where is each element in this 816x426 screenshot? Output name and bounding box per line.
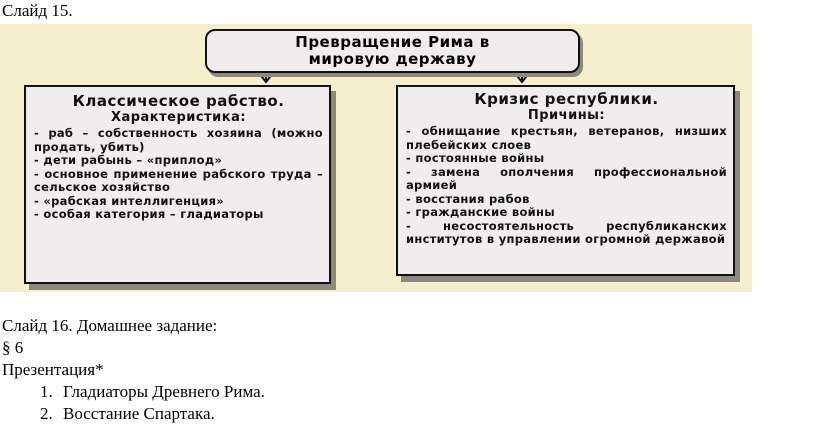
panel-title: Кризис республики.: [474, 90, 659, 108]
list-item: - «рабская интеллигенция»: [34, 193, 225, 208]
classical-slavery-panel: [24, 85, 331, 284]
list-item: - восстания рабов: [406, 191, 530, 206]
list-item: - замена ополчения профессиональной армией: [406, 164, 727, 192]
republic-crisis-panel: [396, 85, 735, 276]
panel-subtitle: Причины:: [527, 108, 606, 123]
top-box-line-1: Превращение Рима в: [295, 33, 490, 51]
list-item: - особая категория – гладиаторы: [34, 207, 264, 221]
diagram-top-box: [205, 29, 580, 73]
list-item: 2. Восстание Спартака.: [57, 403, 265, 425]
list-item: - обнищание крестьян, ветеранов, низших плебейских слоев: [406, 124, 727, 152]
list-item: - гражданские войны: [406, 205, 555, 219]
slide-15-title: Слайд 15.: [2, 1, 73, 20]
presentation-label: Презентация*: [2, 360, 104, 379]
homework-paragraph: § 6: [2, 338, 24, 357]
homework-title: Слайд 16. Домашнее задание:: [2, 316, 218, 335]
topics-list: [2, 381, 265, 425]
list-item: - раб – собственность хозяина (можно продать, убить): [34, 126, 323, 154]
panel-subtitle: Характеристика:: [110, 110, 247, 125]
panel-list: [34, 127, 323, 222]
panel-title: Классическое рабство.: [72, 92, 285, 110]
list-item: - постоянные войны: [406, 151, 545, 165]
top-box-line-2: мировую державу: [308, 50, 477, 68]
slide-diagram-image: [0, 24, 752, 292]
list-item: - несостоятельность республиканских институтов в управлении огромной державой: [406, 218, 727, 246]
homework-section: [2, 315, 265, 425]
list-item: - дети рабынь – «приплод»: [34, 153, 223, 167]
panel-list: [406, 125, 727, 247]
list-item: 1. Гладиаторы Древнего Рима.: [57, 381, 265, 403]
list-item: - основное применение рабского труда – сельское хозяйство: [34, 166, 323, 194]
